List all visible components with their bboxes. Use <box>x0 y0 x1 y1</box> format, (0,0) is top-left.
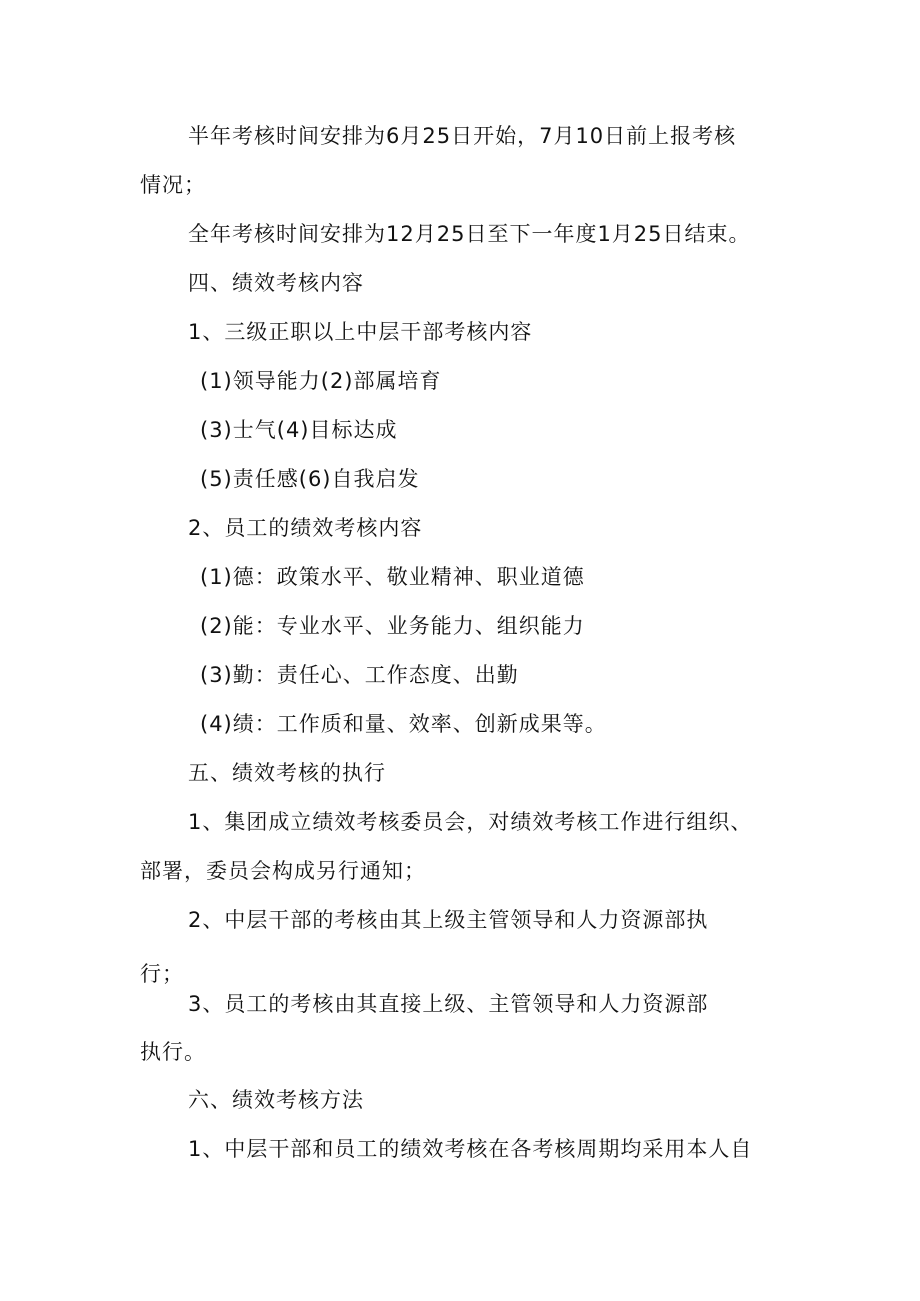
subsection-4-1: 1、三级正职以上中层干部考核内容 <box>188 320 533 344</box>
subsection-5-1-continued: 部署，委员会构成另行通知； <box>140 859 426 883</box>
subsection-4-2: 2、员工的绩效考核内容 <box>188 516 423 540</box>
section-heading-4: 四、绩效考核内容 <box>188 271 364 295</box>
subsection-5-3: 3、员工的考核由其直接上级、主管领导和人力资源部 <box>188 992 709 1016</box>
list-item: (1)领导能力(2)部属培育 <box>200 369 442 393</box>
subsection-5-3-continued: 执行。 <box>140 1040 206 1064</box>
section-heading-5: 五、绩效考核的执行 <box>188 761 386 785</box>
section-heading-6: 六、绩效考核方法 <box>188 1088 364 1112</box>
list-item: (4)绩：工作质和量、效率、创新成果等。 <box>200 712 607 736</box>
list-item: (3)勤：责任心、工作态度、出勤 <box>200 663 519 687</box>
list-item: (1)德：政策水平、敬业精神、职业道德 <box>200 565 585 589</box>
list-item: (3)士气(4)目标达成 <box>200 418 398 442</box>
subsection-6-1: 1、中层干部和员工的绩效考核在各考核周期均采用本人自 <box>188 1137 753 1161</box>
subsection-5-2-continued: 行； <box>140 962 184 986</box>
paragraph-half-year-schedule: 半年考核时间安排为6月25日开始，7月10日前上报考核 <box>188 124 737 148</box>
subsection-5-2: 2、中层干部的考核由其上级主管领导和人力资源部执 <box>188 908 709 932</box>
subsection-5-1: 1、集团成立绩效考核委员会，对绩效考核工作进行组织、 <box>188 810 753 834</box>
list-item: (2)能：专业水平、业务能力、组织能力 <box>200 614 585 638</box>
paragraph-half-year-schedule-continued: 情况； <box>140 173 206 197</box>
list-item: (5)责任感(6)自我启发 <box>200 467 420 491</box>
paragraph-full-year-schedule: 全年考核时间安排为12月25日至下一年度1月25日结束。 <box>188 222 751 246</box>
